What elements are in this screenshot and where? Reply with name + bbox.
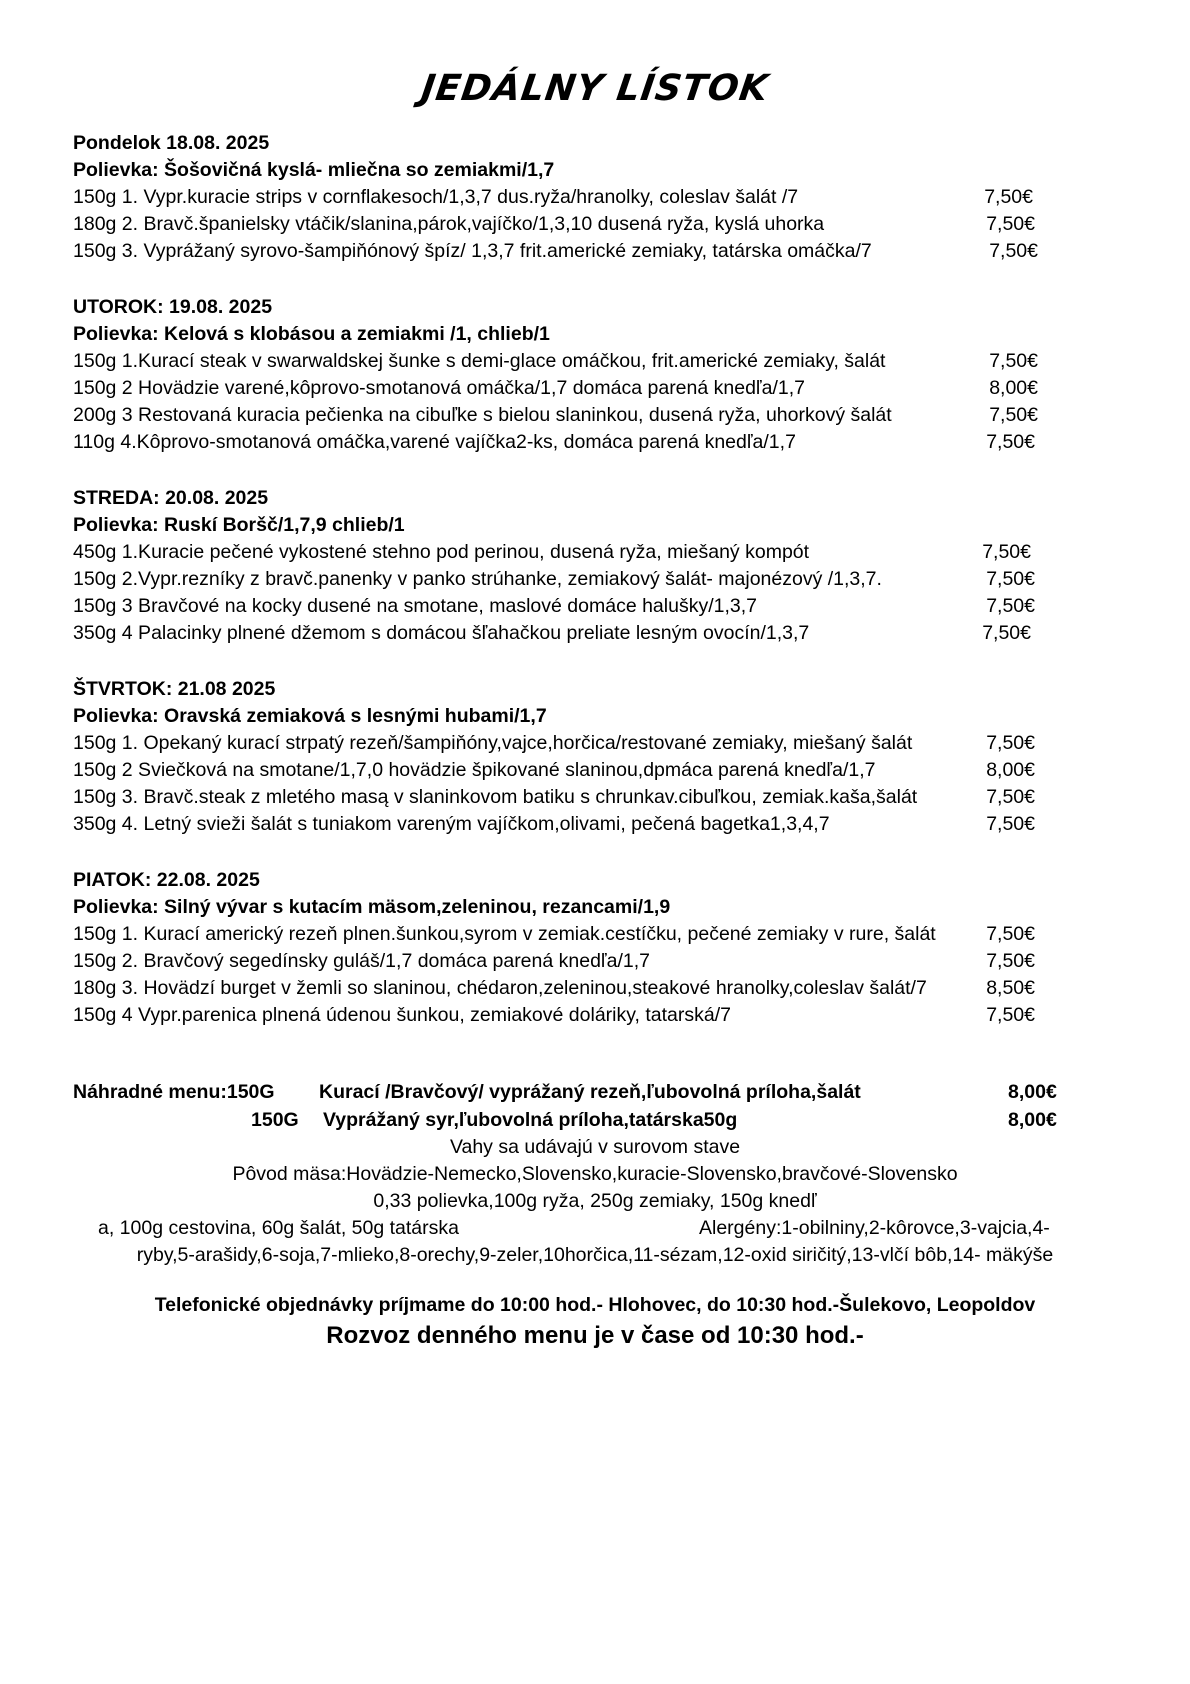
item-price: 7,50€ — [982, 541, 1031, 563]
item-price: 8,00€ — [989, 377, 1038, 399]
item-price: 7,50€ — [986, 786, 1035, 808]
allergens-note: Alergény:1-obilniny,2-kôrovce,3-vajcia,4- — [699, 1217, 1050, 1239]
alternative-menu-row — [0, 1106, 1190, 1134]
item-price: 7,50€ — [986, 595, 1035, 617]
item-description: 180g 3. Hovädzí burget v žemli so slaninou, chédaron,zeleninou,steakové hranolky,coleslav šalát/7 — [73, 977, 927, 999]
soup-line: Polievka: Silný vývar s kutacím mäsom,zeleninou, rezancami/1,9 — [73, 896, 671, 918]
menu-item — [73, 593, 1123, 620]
item-description: 150g 1. Vypr.kuracie strips v cornflakesoch/1,3,7 dus.ryža/hranolky, coleslav šalát /7 — [73, 186, 799, 208]
item-description: 150g 3. Bravč.steak z mletého masą v slaninkovom batiku s chrunkav.cibuľkou, zemiak.kaša,šalát — [73, 786, 918, 808]
day-title: STREDA: 20.08. 2025 — [73, 487, 269, 509]
item-description: 200g 3 Restovaná kuracia pečienka na cibuľke s bielou slaninkou, dusená ryža, uhorkový šalát — [73, 404, 892, 426]
item-price: 7,50€ — [986, 431, 1035, 453]
item-price: 7,50€ — [982, 622, 1031, 644]
item-description: 450g 1.Kuracie pečené vykostené stehno pod perinou, dusená ryža, miešaný kompót — [73, 541, 810, 563]
menu-item — [73, 757, 1123, 784]
weekly-menu — [73, 130, 1123, 1058]
menu-item — [73, 948, 1123, 975]
menu-item — [73, 811, 1123, 838]
alternative-menu-price: 8,00€ — [1008, 1109, 1057, 1131]
day-thursday — [73, 676, 1123, 838]
soup-line: Polievka: Šošovičná kyslá- mliečna so zemiakmi/1,7 — [73, 159, 555, 181]
page-title: JEDÁLNY LÍSTOK — [418, 68, 772, 109]
menu-item — [73, 921, 1123, 948]
day-title: ŠTVRTOK: 21.08 2025 — [73, 678, 276, 700]
item-price: 7,50€ — [986, 950, 1035, 972]
item-description: 150g 2 Sviečková na smotane/1,7,0 hovädzie špikované slaninou,dpmáca parená knedľa/1,7 — [73, 759, 876, 781]
day-wednesday — [73, 485, 1123, 647]
item-description: 150g 2.Vypr.rezníky z bravč.panenky v panko strúhanke, zemiakový šalát- majonézový /1,3,7. — [73, 568, 882, 590]
item-price: 7,50€ — [989, 404, 1038, 426]
phone-orders-note: Telefonické objednávky príjmame do 10:00 hod.- Hlohovec, do 10:30 hod.-Šulekovo, Leopoldov — [154, 1294, 1036, 1316]
soup-line: Polievka: Oravská zemiaková s lesnými hubami/1,7 — [73, 705, 547, 727]
allergens-note-continued: ryby,5-arašidy,6-soja,7-mlieko,8-orechy,9-zeler,10horčica,11-sézam,12-oxid siričitý,13-vlčí bôb,14- mäkýše — [136, 1244, 1054, 1266]
menu-item — [73, 1002, 1123, 1029]
day-tuesday — [73, 294, 1123, 456]
delivery-note: Rozvoz denného menu je v čase od 10:30 hod.- — [326, 1322, 864, 1349]
menu-item — [73, 975, 1123, 1002]
portions-note: 0,33 polievka,100g ryža, 250g zemiaky, 150g knedľ — [373, 1190, 817, 1212]
item-price: 8,50€ — [986, 977, 1035, 999]
item-price: 7,50€ — [989, 350, 1038, 372]
item-description: 150g 2. Bravčový segedínsky guláš/1,7 domáca parená knedľa/1,7 — [73, 950, 650, 972]
menu-item — [73, 184, 1123, 211]
day-friday — [73, 867, 1123, 1029]
item-price: 7,50€ — [984, 186, 1033, 208]
day-title: UTOROK: 19.08. 2025 — [73, 296, 273, 318]
item-description: 150g 3. Vyprážaný syrovo-šampiňónový špíz/ 1,3,7 frit.americké zemiaky, tatárska omáčka/7 — [73, 240, 872, 262]
item-price: 7,50€ — [986, 732, 1035, 754]
soup-line: Polievka: Ruskí Boršč/1,7,9 chlieb/1 — [73, 514, 405, 536]
item-price: 7,50€ — [986, 213, 1035, 235]
meat-origin-note: Pôvod mäsa:Hovädzie-Nemecko,Slovensko,kuracie-Slovensko,bravčové-Slovensko — [232, 1163, 958, 1185]
portions-allergens-row — [0, 1215, 1190, 1242]
item-description: 150g 1.Kurací steak v swarwaldskej šunke s demi-glace omáčkou, frit.americké zemiaky, šalát — [73, 350, 886, 372]
day-monday — [73, 130, 1123, 265]
soup-line: Polievka: Kelová s klobásou a zemiakmi /1, chlieb/1 — [73, 323, 550, 345]
item-price: 7,50€ — [989, 240, 1038, 262]
item-price: 8,00€ — [986, 759, 1035, 781]
menu-item — [73, 348, 1123, 375]
portions-note-continued: a, 100g cestovina, 60g šalát, 50g tatárska — [98, 1217, 459, 1239]
item-description: 110g 4.Kôprovo-smotanová omáčka,varené vajíčka2-ks, domáca parená knedľa/1,7 — [73, 431, 796, 453]
item-price: 7,50€ — [986, 568, 1035, 590]
alternative-menu-label: Náhradné menu:150G — [73, 1081, 275, 1103]
menu-item — [73, 620, 1123, 647]
menu-item — [73, 238, 1123, 265]
weights-note: Vahy sa udávajú v surovom stave — [449, 1136, 741, 1158]
alternative-menu-price: 8,00€ — [1008, 1081, 1057, 1103]
menu-item — [73, 730, 1123, 757]
item-price: 7,50€ — [986, 923, 1035, 945]
day-title: PIATOK: 22.08. 2025 — [73, 869, 260, 891]
item-price: 7,50€ — [986, 1004, 1035, 1026]
alternative-menu-row — [0, 1078, 1190, 1106]
item-description: 150g 3 Bravčové na kocky dusené na smotane, maslové domáce halušky/1,3,7 — [73, 595, 757, 617]
item-description: 150g 4 Vypr.parenica plnená údenou šunkou, zemiakové doláriky, tatarská/7 — [73, 1004, 732, 1026]
day-title: Pondelok 18.08. 2025 — [73, 132, 270, 154]
item-description: 350g 4. Letný svieži šalát s tuniakom vareným vajíčkom,olivami, pečená bagetka1,3,4,7 — [73, 813, 830, 835]
item-description: 150g 2 Hovädzie varené,kôprovo-smotanová omáčka/1,7 domáca parená knedľa/1,7 — [73, 377, 805, 399]
item-price: 7,50€ — [986, 813, 1035, 835]
alternative-menu-weight: 150G — [251, 1109, 299, 1131]
menu-item — [73, 784, 1123, 811]
menu-item — [73, 539, 1123, 566]
item-description: 150g 1. Opekaný kurací strpatý rezeň/šampiňóny,vajce,horčica/restované zemiaky, miešaný šalát — [73, 732, 913, 754]
menu-item — [73, 402, 1123, 429]
menu-item — [73, 375, 1123, 402]
item-description: 350g 4 Palacinky plnené džemom s domácou šľahačkou preliate lesným ovocín/1,3,7 — [73, 622, 810, 644]
alternative-menu-item: Vyprážaný syr,ľubovolná príloha,tatárska50g — [323, 1109, 738, 1131]
item-description: 180g 2. Bravč.španielsky vtáčik/slanina,párok,vajíčko/1,3,10 dusená ryža, kyslá uhorka — [73, 213, 825, 235]
menu-item — [73, 566, 1123, 593]
item-description: 150g 1. Kurací americký rezeň plnen.šunkou,syrom v zemiak.cestíčku, pečené zemiaky v rure, šalát — [73, 923, 936, 945]
alternative-menu-item: Kurací /Bravčový/ vyprážaný rezeň,ľubovolná príloha,šalát — [319, 1081, 861, 1103]
menu-item — [73, 429, 1123, 456]
menu-footer — [0, 1078, 1190, 1353]
menu-item — [73, 211, 1123, 238]
